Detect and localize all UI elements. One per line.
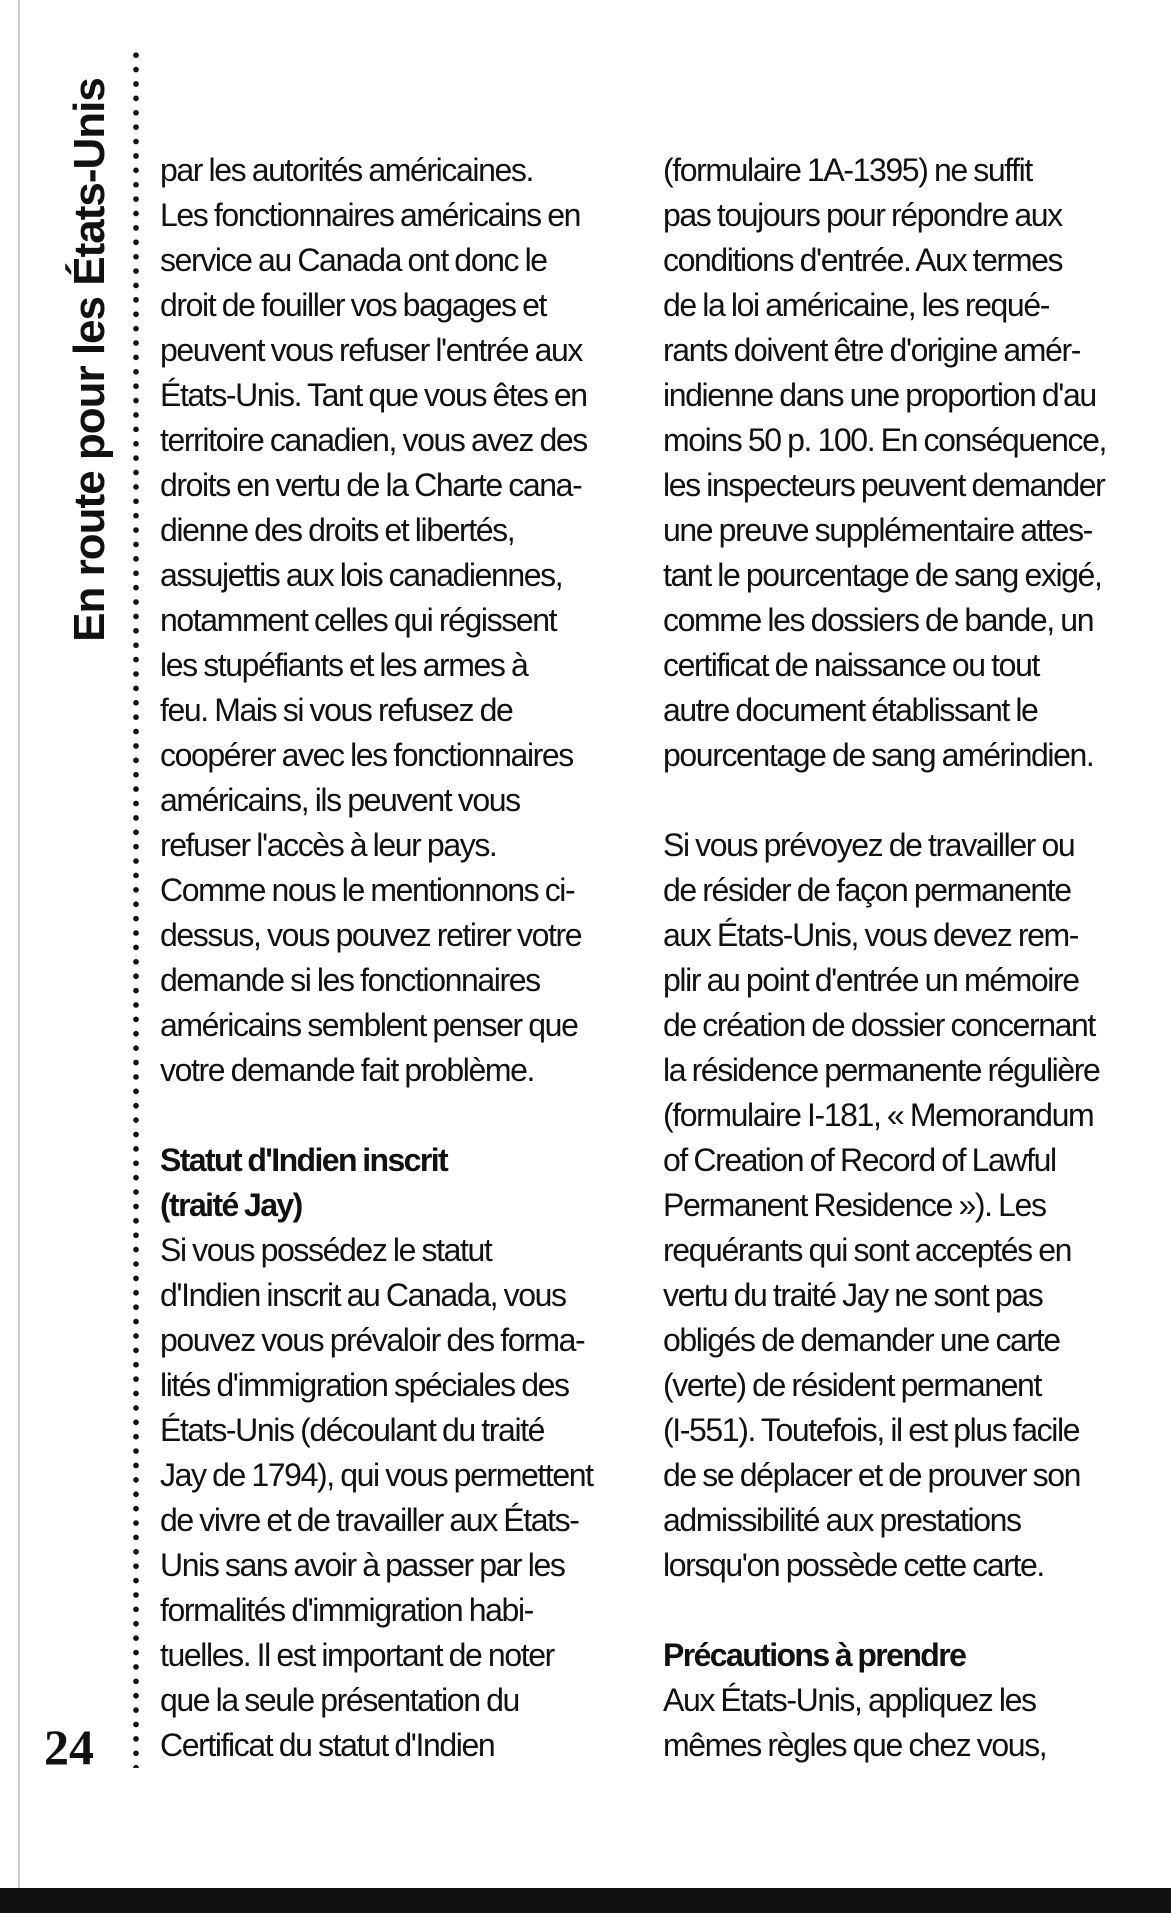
text-line: que la seule présentation du [160,1682,519,1718]
paragraph [160,148,630,1093]
text-line: formalités d'immigration habi- [160,1592,533,1628]
text-line: comme les dossiers de bande, un [663,602,1094,638]
running-head [50,40,130,680]
text-line: rants doivent être d'origine amér- [663,332,1080,368]
text-line: États-Unis. Tant que vous êtes en [160,377,587,413]
paragraph-gap [663,1588,1133,1633]
text-line: (I-551). Toutefois, il est plus facile [663,1412,1080,1448]
text-line: américains semblent penser que [160,1007,578,1043]
heading-line: Précautions à prendre [663,1637,966,1673]
text-line: territoire canadien, vous avez des [160,422,587,458]
page-edge [18,0,20,1913]
text-line: votre demande fait problème. [160,1052,535,1088]
heading-line: Statut d'Indien inscrit [160,1142,448,1178]
section-heading-statut-indien [160,1138,630,1228]
text-line: lorsqu'on possède cette carte. [663,1547,1044,1583]
text-line: par les autorités américaines. [160,152,533,188]
text-line: droit de fouiller vos bagages et [160,287,547,323]
text-line: la résidence permanente régulière [663,1052,1100,1088]
text-line: (verte) de résident permanent [663,1367,1041,1403]
scan-bottom-edge [0,1888,1171,1913]
left-column [160,148,630,1768]
text-line: (formulaire I-181, « Memorandum [663,1097,1094,1133]
text-line: pas toujours pour répondre aux [663,197,1062,233]
text-line: assujettis aux lois canadiennes, [160,557,563,593]
text-line: pourcentage de sang amérindien. [663,737,1094,773]
text-line: de résider de façon permanente [663,872,1071,908]
text-line: de se déplacer et de prouver son [663,1457,1081,1493]
text-line: Si vous prévoyez de travailler ou [663,827,1075,863]
paragraph [663,1678,1133,1768]
text-line: indienne dans une proportion d'au [663,377,1096,413]
text-line: requérants qui sont acceptés en [663,1232,1072,1268]
text-line: les stupéfiants et les armes à [160,647,528,683]
text-line: autre document établissant le [663,692,1038,728]
text-line: une preuve supplémentaire attes- [663,512,1092,548]
running-head-text: En route pour les États-Unis [65,78,115,642]
dotted-rule [132,48,140,1768]
text-line: de vivre et de travailler aux États- [160,1502,579,1538]
text-line: d'Indien inscrit au Canada, vous [160,1277,566,1313]
text-line: mêmes règles que chez vous, [663,1727,1047,1763]
text-line: les inspecteurs peuvent demander [663,467,1105,503]
paragraph [663,148,1133,778]
text-line: dessus, vous pouvez retirer votre [160,917,582,953]
text-line: Unis sans avoir à passer par les [160,1547,565,1583]
text-line: peuvent vous refuser l'entrée aux [160,332,582,368]
text-line: de création de dossier concernant [663,1007,1095,1043]
text-line: coopérer avec les fonctionnaires [160,737,573,773]
paragraph-gap [663,778,1133,823]
section-heading-precautions [663,1633,1133,1678]
heading-line: (traité Jay) [160,1187,302,1223]
text-line: droits en vertu de la Charte cana- [160,467,582,503]
text-line: pouvez vous prévaloir des forma- [160,1322,585,1358]
text-line: service au Canada ont donc le [160,242,547,278]
text-line: of Creation of Record of Lawful [663,1142,1056,1178]
text-line: conditions d'entrée. Aux termes [663,242,1063,278]
paragraph [160,1228,630,1768]
text-line: lités d'immigration spéciales des [160,1367,569,1403]
text-line: américains, ils peuvent vous [160,782,520,818]
text-line: obligés de demander une carte [663,1322,1060,1358]
text-line: Jay de 1794), qui vous permettent [160,1457,593,1493]
text-line: Aux États-Unis, appliquez les [663,1682,1036,1718]
text-line: (formulaire 1A-1395) ne suffit [663,152,1032,188]
text-line: feu. Mais si vous refusez de [160,692,513,728]
text-line: vertu du traité Jay ne sont pas [663,1277,1043,1313]
text-line: plir au point d'entrée un mémoire [663,962,1079,998]
text-line: Si vous possédez le statut [160,1232,492,1268]
text-line: États-Unis (découlant du traité [160,1412,545,1448]
text-line: demande si les fonctionnaires [160,962,540,998]
paragraph-gap [160,1093,630,1138]
text-line: admissibilité aux prestations [663,1502,1021,1538]
text-line: notamment celles qui régissent [160,602,557,638]
text-line: de la loi américaine, les requé- [663,287,1049,323]
text-line: Certificat du statut d'Indien [160,1727,495,1763]
text-line: moins 50 p. 100. En conséquence, [663,422,1106,458]
text-line: dienne des droits et libertés, [160,512,515,548]
paragraph [663,823,1133,1588]
text-line: Les fonctionnaires américains en [160,197,581,233]
text-line: tuelles. Il est important de noter [160,1637,554,1673]
right-column [663,148,1133,1768]
text-line: refuser l'accès à leur pays. [160,827,497,863]
text-line: Permanent Residence »). Les [663,1187,1046,1223]
text-line: Comme nous le mentionnons ci- [160,872,575,908]
text-line: tant le pourcentage de sang exigé, [663,557,1102,593]
text-line: aux États-Unis, vous devez rem- [663,917,1078,953]
text-line: certificat de naissance ou tout [663,647,1039,683]
page-number: 24 [44,1719,94,1775]
